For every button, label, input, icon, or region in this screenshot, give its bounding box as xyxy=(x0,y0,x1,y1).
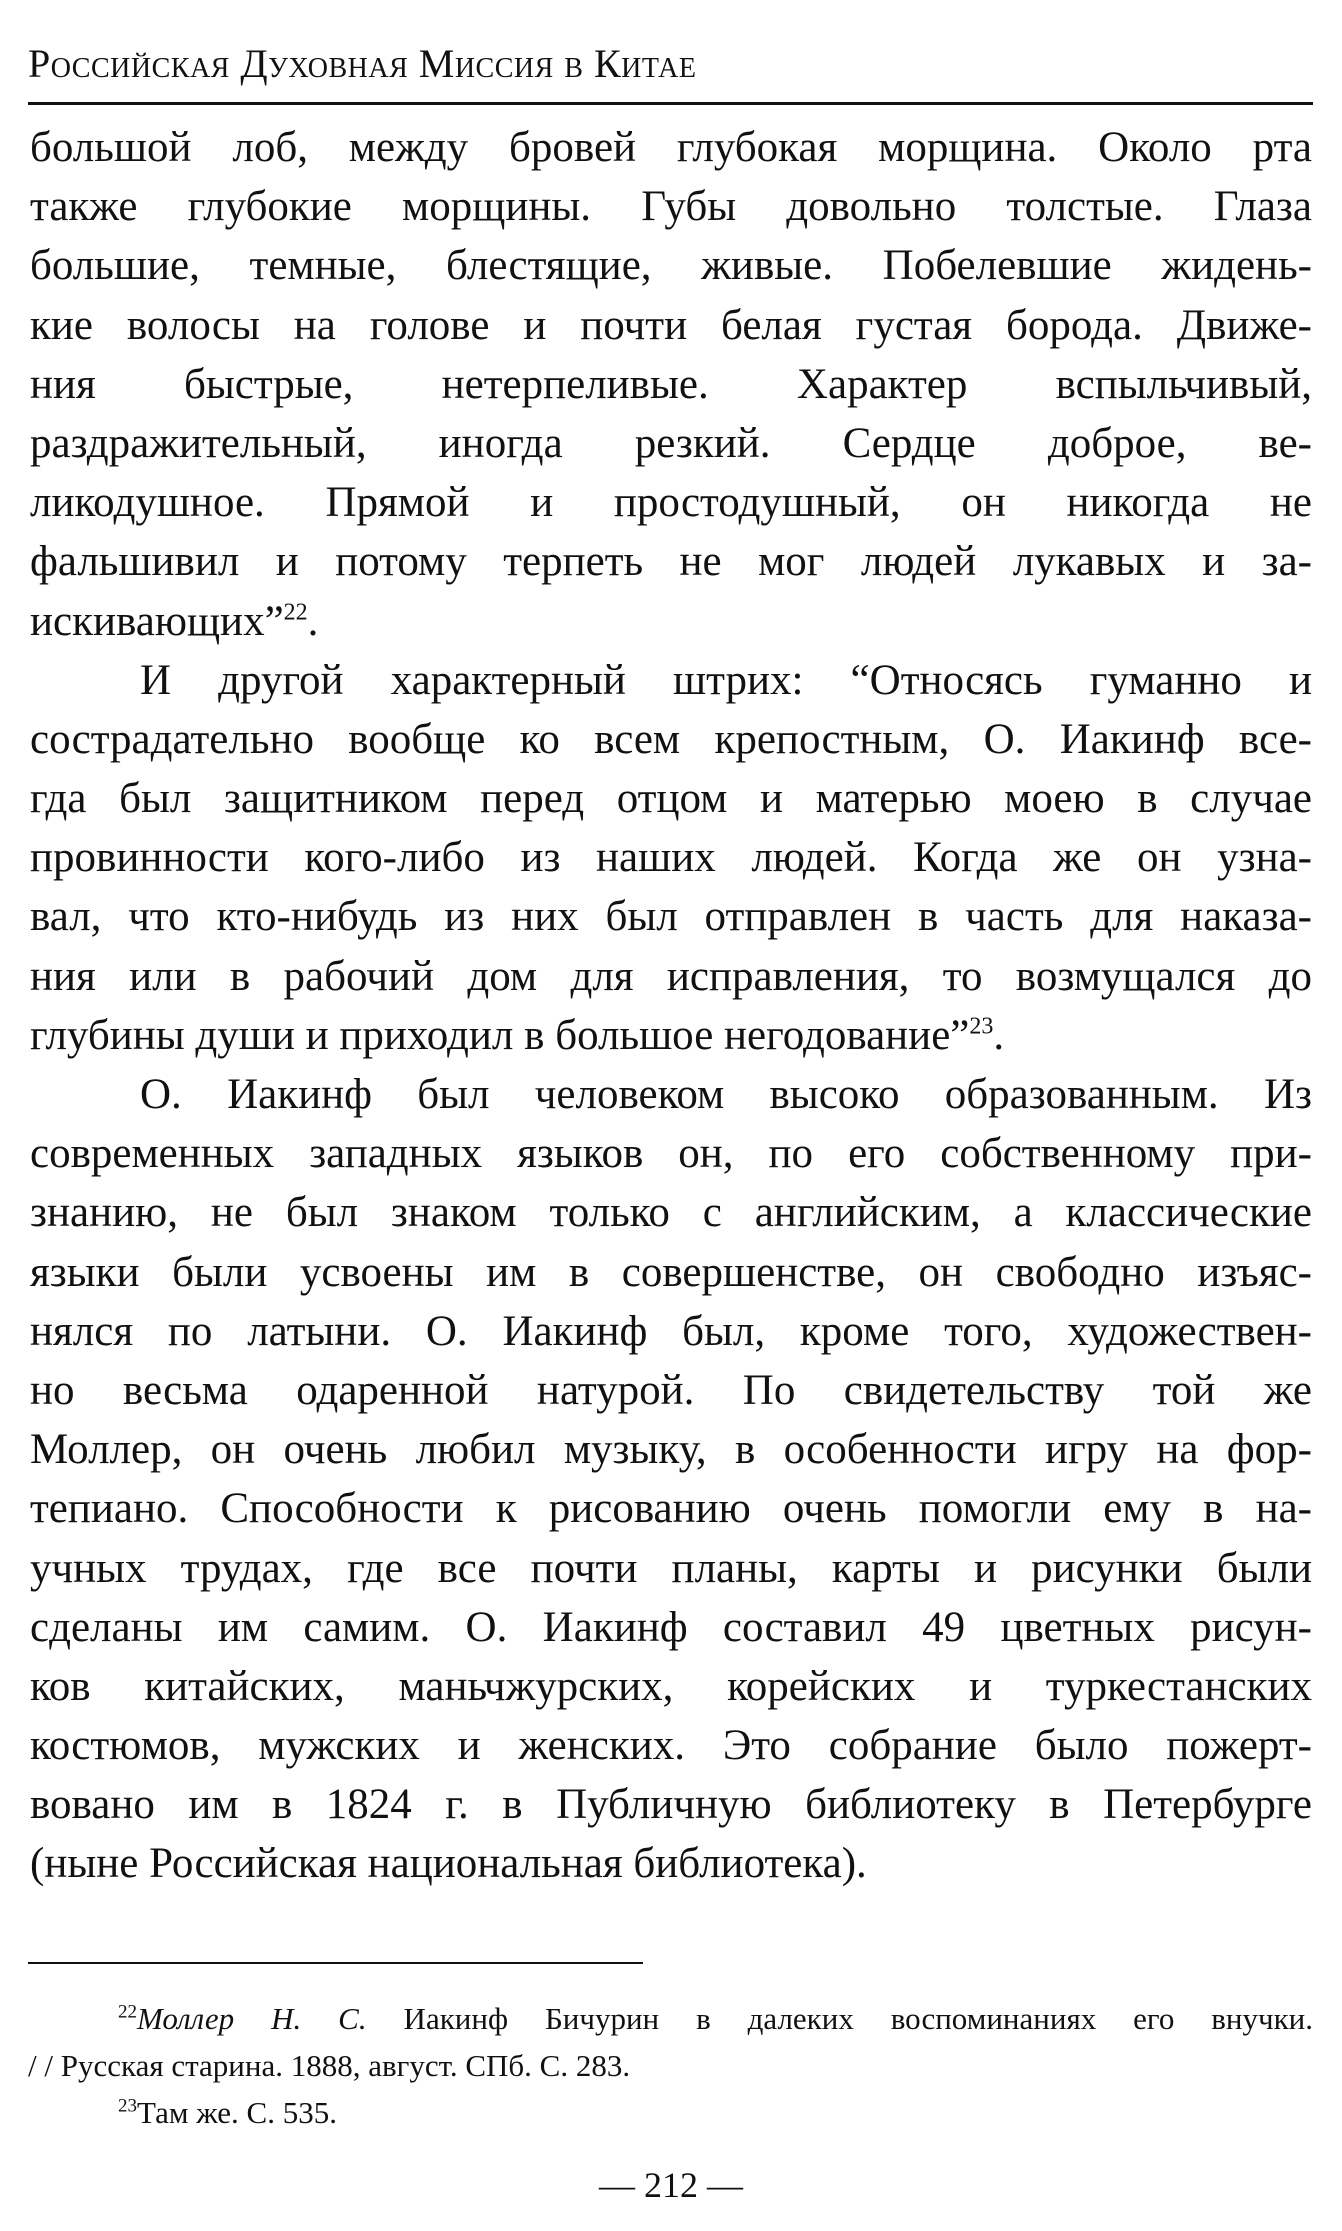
text-line: нялся по латыни. О. Иакинф был, кроме того, художествен- xyxy=(30,1307,1312,1355)
text-line: учных трудах, где все почти планы, карты и рисунки были xyxy=(30,1544,1312,1592)
text-line: ликодушное. Прямой и простодушный, он никогда не xyxy=(30,479,1312,527)
text-line: тепиано. Способности к рисованию очень помогли ему в на- xyxy=(30,1485,1312,1533)
text-line: О. Иакинф был человеком высоко образованным. Из xyxy=(140,1071,1312,1118)
text-line: сделаны им самим. О. Иакинф составил 49 цветных рисун- xyxy=(30,1603,1312,1651)
footnote-22-continued: / / Русская старина. 1888, август. СПб. С. 283. xyxy=(28,2048,631,2083)
text-line: вовано им в 1824 г. в Публичную библиотеку в Петербурге xyxy=(30,1781,1312,1829)
footnote-22: $^{22}$Моллер Н. С. Иакинф Бичурин в далеких воспоминаниях его внучки. xyxy=(118,2001,1313,2036)
text-line: вал, что кто-нибудь из них был отправлен в часть для наказа- xyxy=(30,893,1312,941)
text-line: И другой характерный штрих: “Относясь гуманно и xyxy=(140,656,1312,704)
text-line: кие волосы на голове и почти белая густая борода. Движе- xyxy=(30,301,1312,349)
text-line: современных западных языков он, по его собственному при- xyxy=(30,1130,1312,1178)
text-line: также глубокие морщины. Губы довольно толстые. Глаза xyxy=(30,183,1312,231)
text-line: большой лоб, между бровей глубокая морщина. Около рта xyxy=(30,124,1312,171)
text-line: знанию, не был знаком только с английским, а классические xyxy=(30,1189,1312,1237)
text-line: провинности кого-либо из наших людей. Когда же он узна- xyxy=(30,834,1312,882)
text-line: костюмов, мужских и женских. Это собрание было пожерт- xyxy=(30,1722,1312,1770)
running-head: Российская Духовная Миссия в Китае xyxy=(28,41,697,86)
footnote-ref-22[interactable]: 22 xyxy=(283,599,308,626)
footnote-number: 22 xyxy=(118,2001,137,2023)
footnote-number: 23 xyxy=(118,2095,137,2117)
text-line: ния или в рабочий дом для исправления, то возмущался до xyxy=(30,952,1312,1000)
text-line: ния быстрые, нетерпеливые. Характер вспыльчивый, xyxy=(30,360,1312,408)
text-line: Моллер, он очень любил музыку, в особенности игру на фор- xyxy=(30,1426,1312,1474)
text-line: гда был защитником перед отцом и матерью моею в случае xyxy=(30,775,1312,823)
footnote-ref-23[interactable]: 23 xyxy=(969,1013,994,1040)
text-line: но весьма одаренной натурой. По свидетельству той же xyxy=(30,1366,1312,1414)
footnote-author: Моллер Н. С. xyxy=(137,2001,367,2036)
footnote-23: $^{23}$Там же. С. 535. xyxy=(118,2095,337,2130)
text-line: раздражительный, иногда резкий. Сердце доброе, ве- xyxy=(30,419,1312,467)
header-rule xyxy=(28,102,1313,105)
footnotes xyxy=(28,1995,1313,2136)
text-line: ков китайских, маньчжурских, корейских и туркестанских xyxy=(30,1662,1312,1710)
body-text xyxy=(30,118,1312,1894)
text-line: искивающих”$^{22}$. xyxy=(30,597,319,645)
page-number: — 212 — xyxy=(599,2165,743,2205)
text-line: глубины души и приходил в большое негодование”$^{23}$. xyxy=(30,1011,1005,1059)
text-line: (ныне Российская национальная библиотека). xyxy=(30,1840,867,1888)
text-line: большие, темные, блестящие, живые. Побелевшие жидень- xyxy=(30,242,1312,290)
text-line: фальшивил и потому терпеть не мог людей лукавых и за- xyxy=(30,538,1312,586)
footnote-rule xyxy=(28,1962,643,1964)
text-line: сострадательно вообще ко всем крепостным, О. Иакинф все- xyxy=(30,715,1312,763)
text-line: языки были усвоены им в совершенстве, он свободно изъяс- xyxy=(30,1248,1312,1296)
